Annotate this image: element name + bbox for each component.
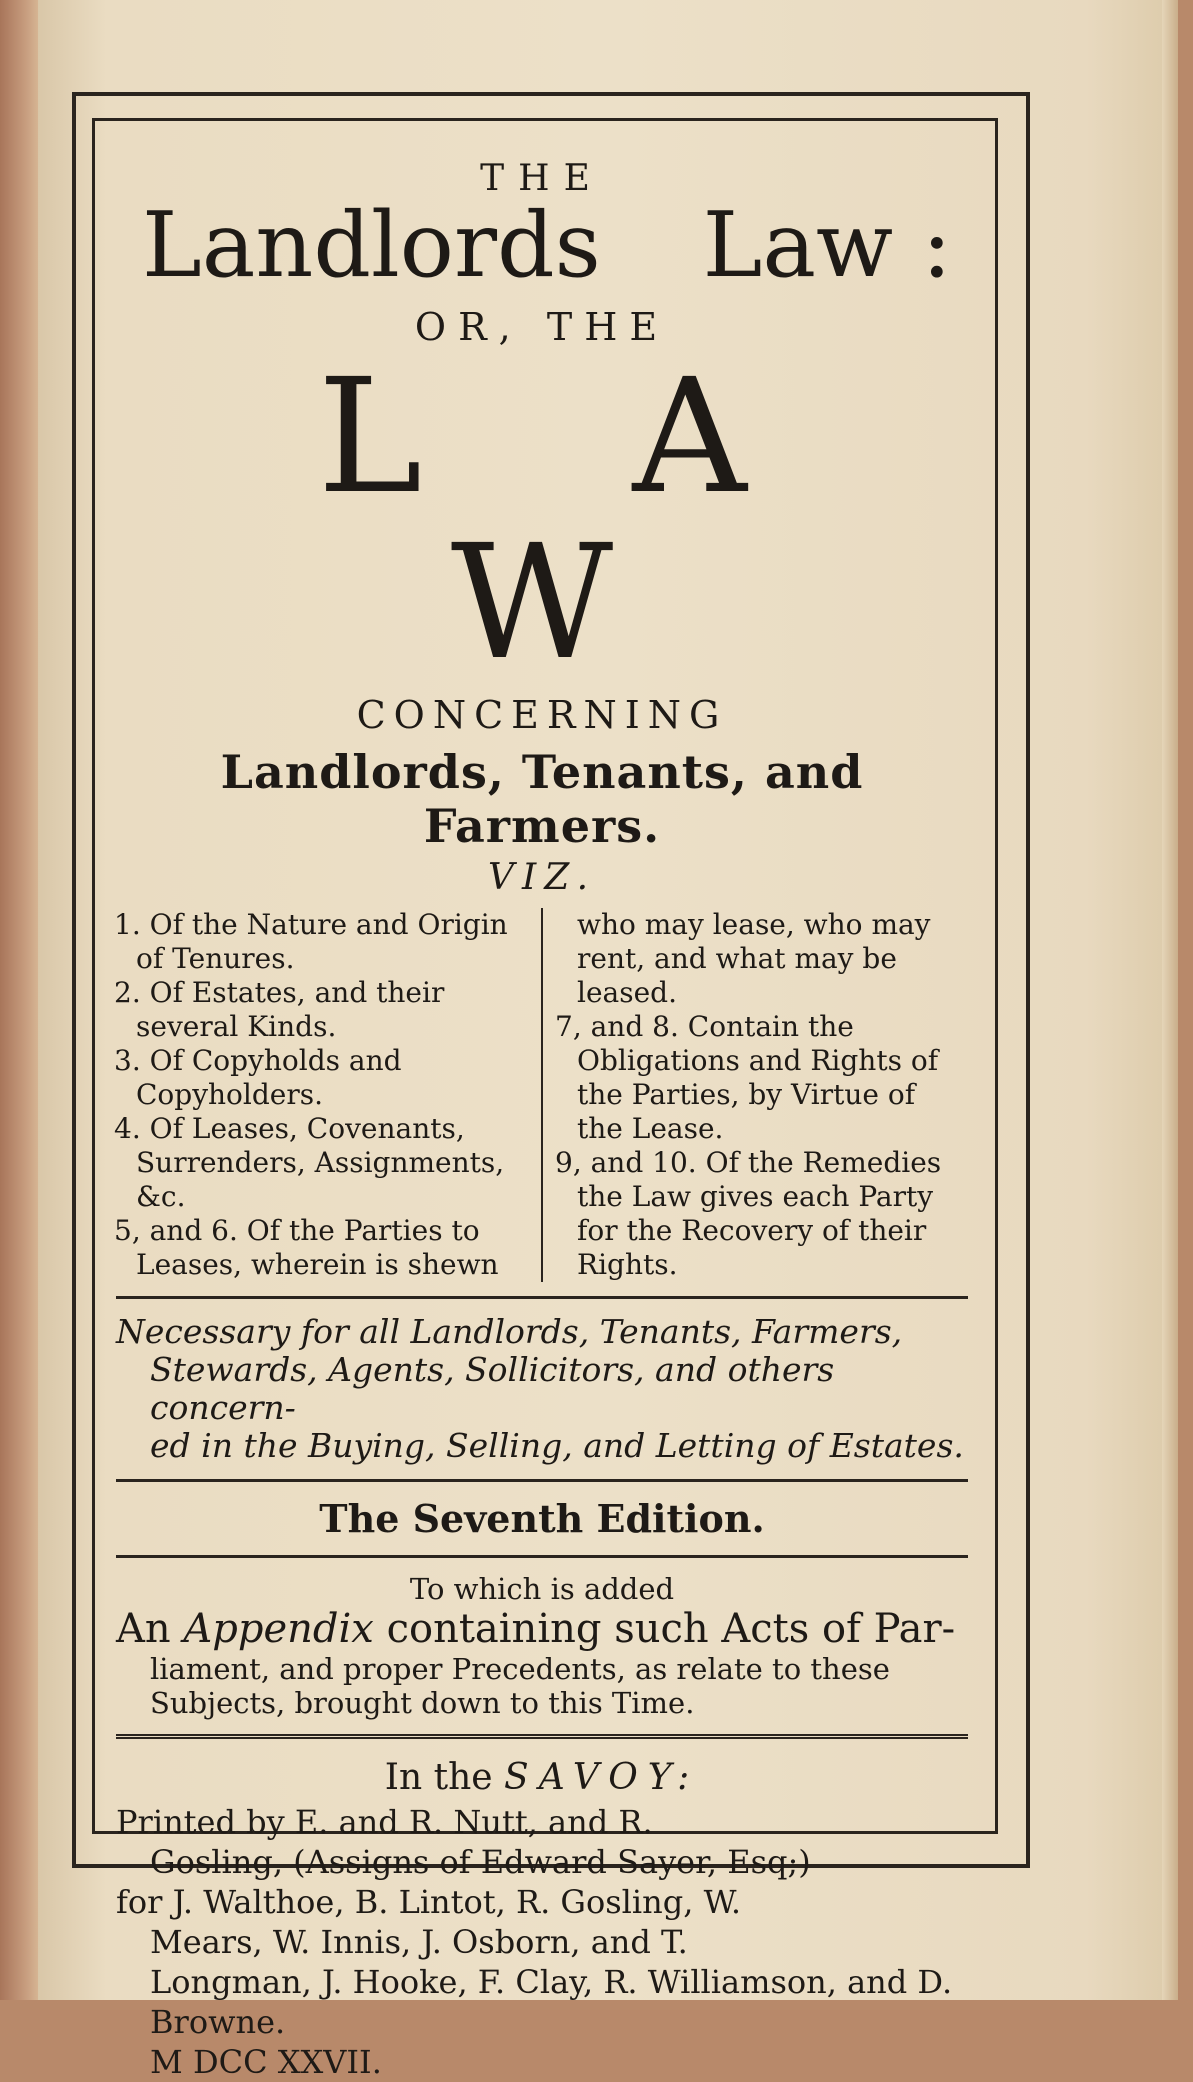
appendix-rest: liament, and proper Precedents, as relate to these Subjects, brought down to this Time. bbox=[150, 1651, 890, 1720]
main-title-left: Landlords bbox=[142, 193, 601, 298]
main-title bbox=[102, 193, 982, 298]
contents-continuation: who may lease, who may rent, and what may be leased. bbox=[577, 907, 931, 1009]
contents-entry: 1. Of the Nature and Origin of Tenures. bbox=[114, 907, 508, 975]
edition-label: The Seventh Edition. bbox=[319, 1495, 765, 1541]
main-title-right: Law : bbox=[702, 193, 952, 298]
contents-left-column bbox=[102, 908, 543, 1282]
divider-rule bbox=[116, 1296, 968, 1299]
appendix-headline: An Appendix containing such Acts of Par- bbox=[116, 1605, 956, 1652]
appendix-note bbox=[102, 1572, 982, 1720]
divider-rule bbox=[116, 1479, 968, 1482]
contents-entry: 3. Of Copyholds and Copyholders. bbox=[114, 1043, 402, 1111]
title-law: L A W bbox=[317, 345, 827, 695]
double-divider-rule bbox=[116, 1734, 968, 1743]
appendix-intro: To which is added bbox=[409, 1571, 675, 1606]
contents-entry: 9, and 10. Of the Remedies the Law gives each Party for the Recovery of their Rights. bbox=[555, 1145, 942, 1281]
book-spine-edge bbox=[0, 0, 40, 2000]
title-or-the: OR, THE bbox=[414, 305, 670, 349]
viz-heading: VIZ. bbox=[487, 856, 597, 898]
contents-columns bbox=[102, 908, 982, 1282]
title-the: THE bbox=[480, 158, 604, 199]
imprint-date: M DCC XXVII. bbox=[150, 2042, 382, 2081]
imprint-block: Printed by E. and R. Nutt, and R. Gosling, (Assigns of Edward Sayer, Esq;) for J. Walthoe, B. Lintot, R. Gosling, W. Mears, W. Innis, J. Osborn, and T. Longman, J. Hooke, F. Clay, R. Williamson, and D. Browne. M DCC XXVII. bbox=[102, 1802, 982, 2082]
divider-rule bbox=[116, 1555, 968, 1558]
imprint-place: In the SAVOY: bbox=[384, 1756, 700, 1798]
contents-entry: 5, and 6. Of the Parties to Leases, wherein is shewn bbox=[114, 1213, 499, 1281]
title-subject: Landlords, Tenants, and Farmers. bbox=[220, 744, 864, 853]
contents-entry: 2. Of Estates, and their several Kinds. bbox=[114, 975, 445, 1043]
contents-entry: 7, and 8. Contain the Obligations and Rights of the Parties, by Virtue of the Lease. bbox=[555, 1009, 939, 1145]
contents-entry: 4. Of Leases, Covenants, Surrenders, Assignments, &c. bbox=[114, 1111, 505, 1213]
title-page-content bbox=[102, 130, 982, 2082]
title-concerning: CONCERNING bbox=[356, 692, 728, 737]
audience-statement: Necessary for all Landlords, Tenants, Farmers, Stewards, Agents, Sollicitors, and others concern- ed in the Buying, Selling, and Letting of Estates. bbox=[116, 1311, 964, 1465]
contents-right-column bbox=[543, 908, 982, 1282]
page-edge bbox=[1162, 0, 1178, 2000]
